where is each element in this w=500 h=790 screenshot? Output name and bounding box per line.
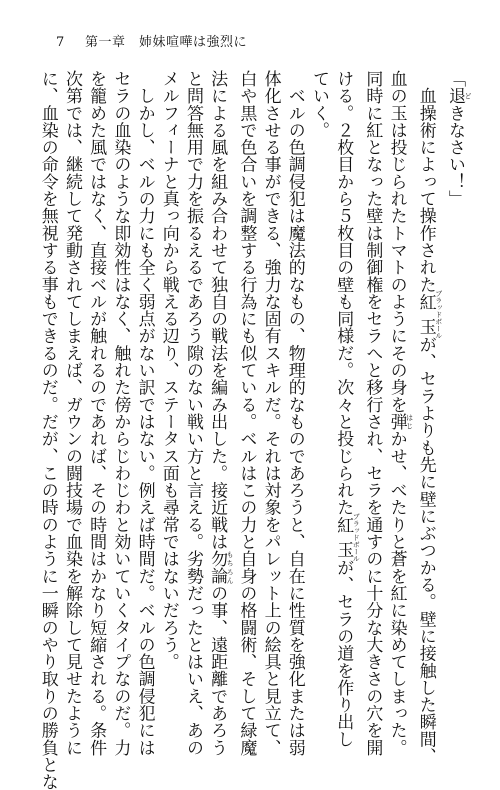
text-segment: に、血染の命令を無視する事もできるのだ。だが、この時のように一瞬のやり取りの勝負とな bbox=[37, 70, 58, 790]
ruby-annotation bbox=[386, 413, 414, 431]
text-segment: 「 bbox=[445, 70, 465, 88]
text-segment: ける。２枚目から５枚目の壁も同様だ。次々と投じられた bbox=[333, 70, 354, 516]
text-segment: ベルの色調侵犯は魔法的なもの、物理的なものであろうと、自在に性質を強化または弱 bbox=[284, 70, 305, 756]
text-segment: と問答無用で力を振るえるであろう隙のない戦い方と言える。劣勢だったとはいえ、あの bbox=[182, 70, 203, 756]
text-line bbox=[181, 70, 205, 756]
text-line bbox=[157, 70, 181, 671]
text-segment: の事、遠距離であろう bbox=[207, 584, 228, 757]
ruby-reading: もちろん bbox=[226, 550, 235, 585]
text-segment: 次第では、継続して発動されてしまえば、ガウンの闘技場で血染を解除して見せたように bbox=[61, 70, 82, 756]
text-line bbox=[205, 70, 235, 757]
ruby-reading: はじ bbox=[405, 413, 414, 431]
text-segment: 同時に紅となった壁は制御権をセラへと移行され、セラを通すのに十分な大きさの穴を開 bbox=[362, 70, 383, 756]
ruby-annotation bbox=[445, 87, 472, 105]
text-line bbox=[384, 70, 414, 757]
text-line bbox=[360, 70, 384, 756]
text-line bbox=[307, 70, 331, 660]
ruby-base: 退 bbox=[445, 87, 465, 105]
ruby-base: 紅玉 bbox=[415, 289, 436, 339]
text-line bbox=[132, 70, 156, 756]
text-segment: が、セラよりも先に壁にぶつかる。壁に接触した瞬間、 bbox=[415, 335, 436, 765]
text-line bbox=[258, 70, 282, 756]
text-segment: 体化させる事ができる、強力な固有スキルだ。それは対象をパレット上の絵具と見立て、 bbox=[260, 70, 281, 756]
page-number: 7 bbox=[56, 35, 65, 50]
text-segment: を籠めた風ではなく、直接ベルが触れるのであれば、その時間はかなり短縮される。条件 bbox=[86, 70, 107, 756]
text-segment: しかし、ベルの力にも全く弱点がない訳ではない。例えば時間だ。ベルの色調侵犯には bbox=[134, 70, 155, 756]
text-line bbox=[331, 70, 361, 748]
text-segment: 法による風を組み合わせて独自の戦法を編み出した。接近戦は bbox=[207, 70, 228, 551]
ruby-annotation bbox=[207, 550, 235, 585]
text-segment: 血の玉は投じられたトマトのようにその身を bbox=[386, 70, 407, 413]
text-segment: かせ、べたりと蒼を紅に染めてしまった。 bbox=[386, 430, 407, 757]
text-line bbox=[84, 70, 108, 756]
text-segment: ていく。 bbox=[308, 70, 329, 139]
text-line bbox=[36, 70, 60, 790]
text-segment: 白や黒で色合いを調整する行為にも似ている。ベルはこの力と自身の格闘術、そして緑魔 bbox=[236, 70, 257, 756]
ruby-reading: ブラッドボール bbox=[352, 512, 361, 562]
text-segment: が、セラの道を作り出し bbox=[333, 558, 354, 748]
text-line bbox=[283, 70, 307, 756]
text-line bbox=[108, 70, 132, 756]
vertical-text-body bbox=[36, 70, 472, 790]
text-segment: きなさい！」 bbox=[445, 104, 465, 208]
text-segment: メルフィーナと真っ向から戦える辺り、ステータス面も尋常ではないだろう。 bbox=[158, 70, 179, 671]
ruby-annotation bbox=[333, 512, 361, 562]
text-line bbox=[414, 70, 443, 765]
ruby-annotation bbox=[415, 289, 443, 339]
text-line bbox=[60, 70, 84, 756]
text-line bbox=[234, 70, 258, 756]
text-segment: セラの血染のような即効性はなく、触れた傍からじわじわと効いていくタイプなのだ。力 bbox=[110, 70, 131, 756]
ruby-base: 紅玉 bbox=[333, 512, 354, 562]
ruby-reading: ブラッドボール bbox=[434, 289, 443, 339]
ruby-base: 勿論 bbox=[207, 550, 228, 585]
running-head: 第一章 姉妹喧嘩は強烈に bbox=[85, 35, 248, 50]
text-segment: 血操術によって操作された bbox=[415, 70, 436, 293]
ruby-reading: ど bbox=[464, 87, 472, 105]
text-line bbox=[443, 70, 472, 660]
ruby-base: 弾 bbox=[386, 413, 407, 431]
